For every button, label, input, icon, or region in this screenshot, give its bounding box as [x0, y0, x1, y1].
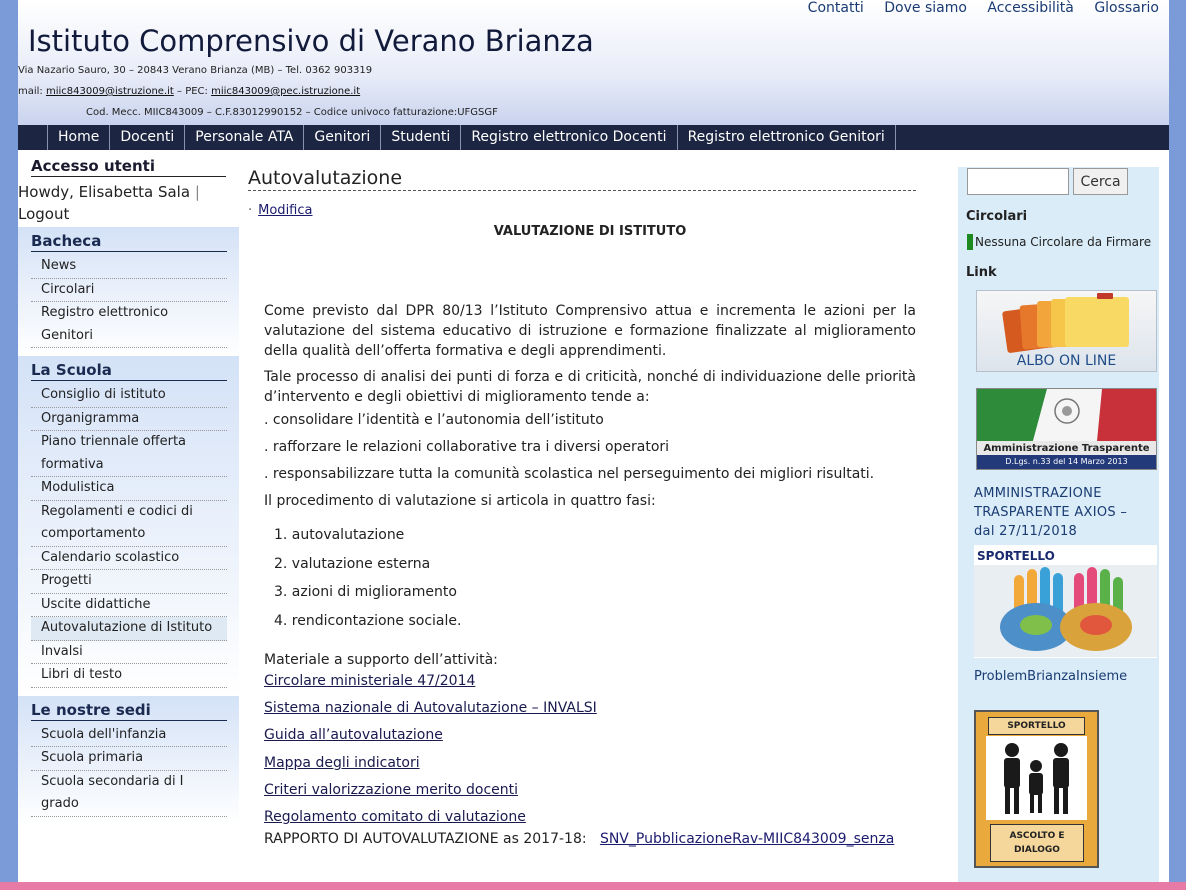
material-link-criteri[interactable]: Criteri valorizzazione merito docenti — [264, 781, 519, 798]
amministrazione-trasparente-banner[interactable] — [976, 388, 1157, 470]
rav-prefix: RAPPORTO DI AUTOVALUTAZIONE as 2017-18: — [264, 831, 587, 848]
sidebar-item-secondaria-line2[interactable]: grado — [31, 793, 227, 817]
goal-item: . rafforzare le relazioni collaborative tra i diversi operatori — [264, 439, 670, 455]
goal-item: . consolidare l’identità e l’autonomia dell’istituto — [264, 412, 604, 428]
sidebar-item-infanzia[interactable]: Scuola dell'infanzia — [31, 724, 227, 748]
site-title[interactable]: Istituto Comprensivo di Verano Brianza — [28, 24, 594, 58]
page-title: Autovalutazione — [248, 167, 916, 191]
sidebar-item-libri[interactable]: Libri di testo — [31, 664, 227, 688]
trasparente-subtitle: D.Lgs. n.33 del 14 Marzo 2013 — [977, 455, 1156, 469]
edit-link[interactable]: Modifica — [258, 203, 313, 218]
material-link-regolamento[interactable]: Regolamento comitato di valutazione — [264, 809, 526, 826]
sidebar-item-progetti[interactable]: Progetti — [31, 570, 227, 594]
rav-link[interactable]: SNV_PubblicazioneRav-MIIC843009_senza — [599, 831, 895, 848]
albo-online-banner[interactable] — [976, 290, 1157, 372]
mail-link[interactable]: miic843009@istruzione.it — [45, 86, 174, 97]
sidebar-item-modulistica[interactable]: Modulistica — [31, 477, 227, 501]
bottom-bar — [0, 882, 1186, 890]
axios-link[interactable]: AMMINISTRAZIONE TRASPARENTE AXIOS – dal 27/11/2018 — [974, 486, 1128, 539]
access-body — [18, 181, 239, 225]
page-container — [18, 0, 1169, 882]
sidebar-item-registro-line2[interactable]: Genitori — [31, 325, 227, 349]
sidebar-item-ptof-line2[interactable]: formativa — [31, 454, 227, 478]
nav-docenti[interactable]: Docenti — [109, 125, 184, 150]
glossary-link[interactable]: Glossario — [1094, 0, 1159, 16]
sidebar-item-autovalutazione[interactable]: Autovalutazione di Istituto — [31, 617, 227, 641]
materials-title: Materiale a supporto dell’attività: — [264, 652, 498, 668]
phases-intro: Il procedimento di valutazione si articola in quattro fasi: — [264, 493, 656, 509]
circolari-status — [967, 234, 1151, 250]
main-content — [248, 167, 916, 847]
main-nav — [18, 125, 1169, 150]
sidebar-item-invalsi[interactable]: Invalsi — [31, 641, 227, 665]
accessibility-link[interactable]: Accessibilità — [987, 0, 1074, 16]
nav-personale-ata[interactable]: Personale ATA — [184, 125, 303, 150]
sidebar-item-primaria[interactable]: Scuola primaria — [31, 747, 227, 771]
address-line: Via Nazario Sauro, 30 – 20843 Verano Brianza (MB) – Tel. 0362 903319 — [18, 65, 373, 76]
left-sidebar — [18, 157, 239, 825]
sidebar-item-circolari[interactable]: Circolari — [31, 279, 227, 303]
logout-link[interactable]: Logout — [18, 205, 70, 223]
rav-line — [264, 831, 916, 847]
edit-row — [248, 203, 916, 218]
goal-item: . responsabilizzare tutta la comunità scolastica nel perseguimento dei migliori risultati. — [264, 466, 875, 482]
painted-hands-icon — [974, 565, 1157, 657]
trasparente-label: Amministrazione Trasparente — [977, 441, 1156, 457]
sidebar-item-uscite[interactable]: Uscite didattiche — [31, 594, 227, 618]
nav-studenti[interactable]: Studenti — [380, 125, 460, 150]
phase-item: 3. azioni di miglioramento — [274, 584, 457, 600]
sportello-intercultura-banner[interactable] — [974, 545, 1157, 658]
pec-label: – PEC: — [177, 86, 208, 97]
contacts-link[interactable]: Contatti — [807, 0, 864, 16]
bullet: · — [248, 203, 253, 218]
status-indicator-icon — [967, 234, 973, 250]
sidebar-item-secondaria-line1[interactable]: Scuola secondaria di I — [41, 773, 184, 789]
nav-registro-docenti[interactable]: Registro elettronico Docenti — [460, 125, 676, 150]
intercultura-label: SPORTELLO — [977, 549, 1055, 563]
family-icon — [976, 736, 1097, 826]
sportello-top-label: SPORTELLO — [988, 717, 1085, 735]
sidebar-item-consiglio[interactable]: Consiglio di istituto — [31, 384, 227, 408]
right-sidebar — [958, 167, 1159, 882]
pec-link[interactable]: miic843009@pec.istruzione.it — [211, 86, 361, 97]
phases-list — [274, 521, 916, 635]
sidebar-item-organigramma[interactable]: Organigramma — [31, 408, 227, 432]
material-link-guida[interactable]: Guida all’autovalutazione — [264, 727, 443, 744]
problem-brianza-link[interactable]: ProblemBrianzaInsieme — [974, 669, 1128, 684]
mail-line — [18, 86, 360, 97]
nav-home[interactable]: Home — [47, 125, 109, 150]
process-paragraph: Tale processo di analisi dei punti di forza e di criticità, nonché di individuazione delle priorità d’intervento e degli obiettivi di miglioramento tende a: — [264, 369, 916, 405]
nav-genitori[interactable]: Genitori — [303, 125, 380, 150]
sportello-ascolto-banner[interactable] — [974, 710, 1099, 868]
sidebar-item-regolamenti-line2[interactable]: comportamento — [31, 523, 227, 547]
nav-registro-genitori[interactable]: Registro elettronico Genitori — [677, 125, 896, 150]
top-links — [792, 0, 1159, 16]
phase-item: 4. rendicontazione sociale. — [274, 612, 462, 629]
access-title: Accesso utenti — [31, 157, 226, 177]
bacheca-block — [18, 227, 239, 356]
sidebar-item-calendario[interactable]: Calendario scolastico — [31, 547, 227, 571]
bacheca-title: Bacheca — [31, 232, 227, 252]
material-link-circolare[interactable]: Circolare ministeriale 47/2014 — [264, 673, 476, 689]
sedi-title: Le nostre sedi — [31, 701, 227, 721]
search-button[interactable]: Cerca — [1073, 168, 1128, 195]
albo-label: ALBO ON LINE — [1016, 353, 1117, 369]
material-link-mappa[interactable]: Mappa degli indicatori — [264, 754, 420, 771]
material-link-snv[interactable]: Sistema nazionale di Autovalutazione – INVALSI — [264, 700, 597, 717]
codes-line: Cod. Mecc. MIIC843009 – C.F.83012990152 – Codice univoco fatturazione:UFGSGF — [86, 107, 498, 118]
mail-label: mail: — [18, 86, 43, 97]
user-greeting-link[interactable]: Howdy, Elisabetta Sala — [18, 183, 191, 201]
site-header — [18, 0, 1169, 125]
link-title: Link — [966, 265, 997, 280]
circolari-title: Circolari — [966, 209, 1028, 224]
folders-icon — [977, 291, 1156, 353]
location-link[interactable]: Dove siamo — [884, 0, 967, 16]
search-input[interactable] — [967, 168, 1069, 195]
phase-item: 2. valutazione esterna — [274, 555, 431, 572]
scuola-block — [18, 356, 239, 696]
sidebar-item-ptof-line1[interactable]: Piano triennale offerta — [41, 434, 187, 449]
circolari-status-text: Nessuna Circolare da Firmare — [975, 235, 1152, 249]
italian-flag-icon — [977, 389, 1157, 441]
sedi-block — [18, 696, 239, 825]
intro-paragraph: Come previsto dal DPR 80/13 l’Istituto Comprensivo attua e incrementa le azioni per la valutazione del sistema educativo di istruzione e formazione finalizzate al miglioramento della qualità dell’offerta formativa e degli apprendimenti. — [264, 303, 916, 359]
sidebar-item-registro-line1[interactable]: Registro elettronico — [41, 305, 169, 320]
main-heading: VALUTAZIONE DI ISTITUTO — [493, 224, 687, 239]
phase-item: 1. autovalutazione — [274, 527, 405, 543]
scuola-title: La Scuola — [31, 361, 227, 381]
sidebar-item-news[interactable]: News — [31, 255, 227, 279]
sidebar-item-regolamenti-line1[interactable]: Regolamenti e codici di — [41, 503, 193, 519]
sportello-bottom-label: ASCOLTO E DIALOGO — [990, 824, 1084, 862]
separator: | — [194, 183, 200, 201]
